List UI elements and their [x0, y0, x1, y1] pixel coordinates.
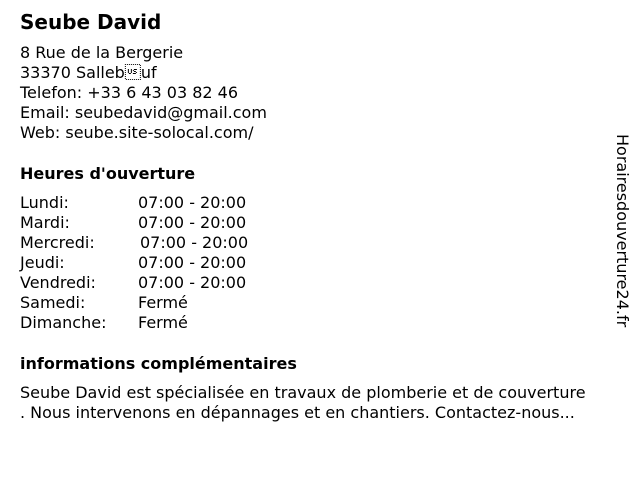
day-label: Dimanche:: [20, 313, 107, 332]
info-line: Seube David est spécialisée en travaux de plomberie et de couverture: [20, 383, 586, 402]
additional-info-heading: informations complémentaires: [20, 354, 297, 373]
email-line: Email: seubedavid@gmail.com: [20, 103, 267, 122]
day-hours: Fermé: [138, 313, 188, 332]
hours-row: [20, 213, 320, 233]
day-hours: 07:00 - 20:00: [138, 213, 247, 232]
day-label: Samedi:: [20, 293, 86, 312]
hours-row: [20, 273, 320, 293]
info-line: . Nous intervenons en dépannages et en chantiers. Contactez-nous...: [20, 403, 575, 422]
additional-info-text: [20, 383, 630, 423]
day-label: Jeudi:: [20, 253, 65, 272]
day-label: Mardi:: [20, 213, 70, 232]
hours-row: [20, 313, 320, 333]
day-hours: 07:00 - 20:00: [138, 273, 247, 292]
day-hours: Fermé: [138, 293, 188, 312]
hours-row: [20, 233, 320, 253]
contact-block: [20, 43, 267, 143]
day-label: Mercredi:: [20, 233, 95, 252]
hours-row: [20, 193, 320, 213]
address-city: 33370 Salleb uf: [20, 63, 157, 82]
address-street: 8 Rue de la Bergerie: [20, 43, 184, 62]
hours-row: [20, 293, 320, 313]
phone-line: Telefon: +33 6 43 03 82 46: [20, 83, 239, 102]
web-line: Web: seube.site-solocal.com/: [20, 123, 254, 142]
day-hours: 07:00 - 20:00: [140, 233, 249, 252]
site-watermark: Horairesdouverture24.fr: [613, 134, 632, 328]
day-label: Lundi:: [20, 193, 69, 212]
day-hours: 07:00 - 20:00: [138, 193, 247, 212]
business-name: Seube David: [20, 10, 162, 34]
day-hours: 07:00 - 20:00: [138, 253, 247, 272]
opening-hours-table: [20, 193, 320, 333]
opening-hours-heading: Heures d'ouverture: [20, 164, 196, 183]
hours-row: [20, 253, 320, 273]
day-label: Vendredi:: [20, 273, 96, 292]
